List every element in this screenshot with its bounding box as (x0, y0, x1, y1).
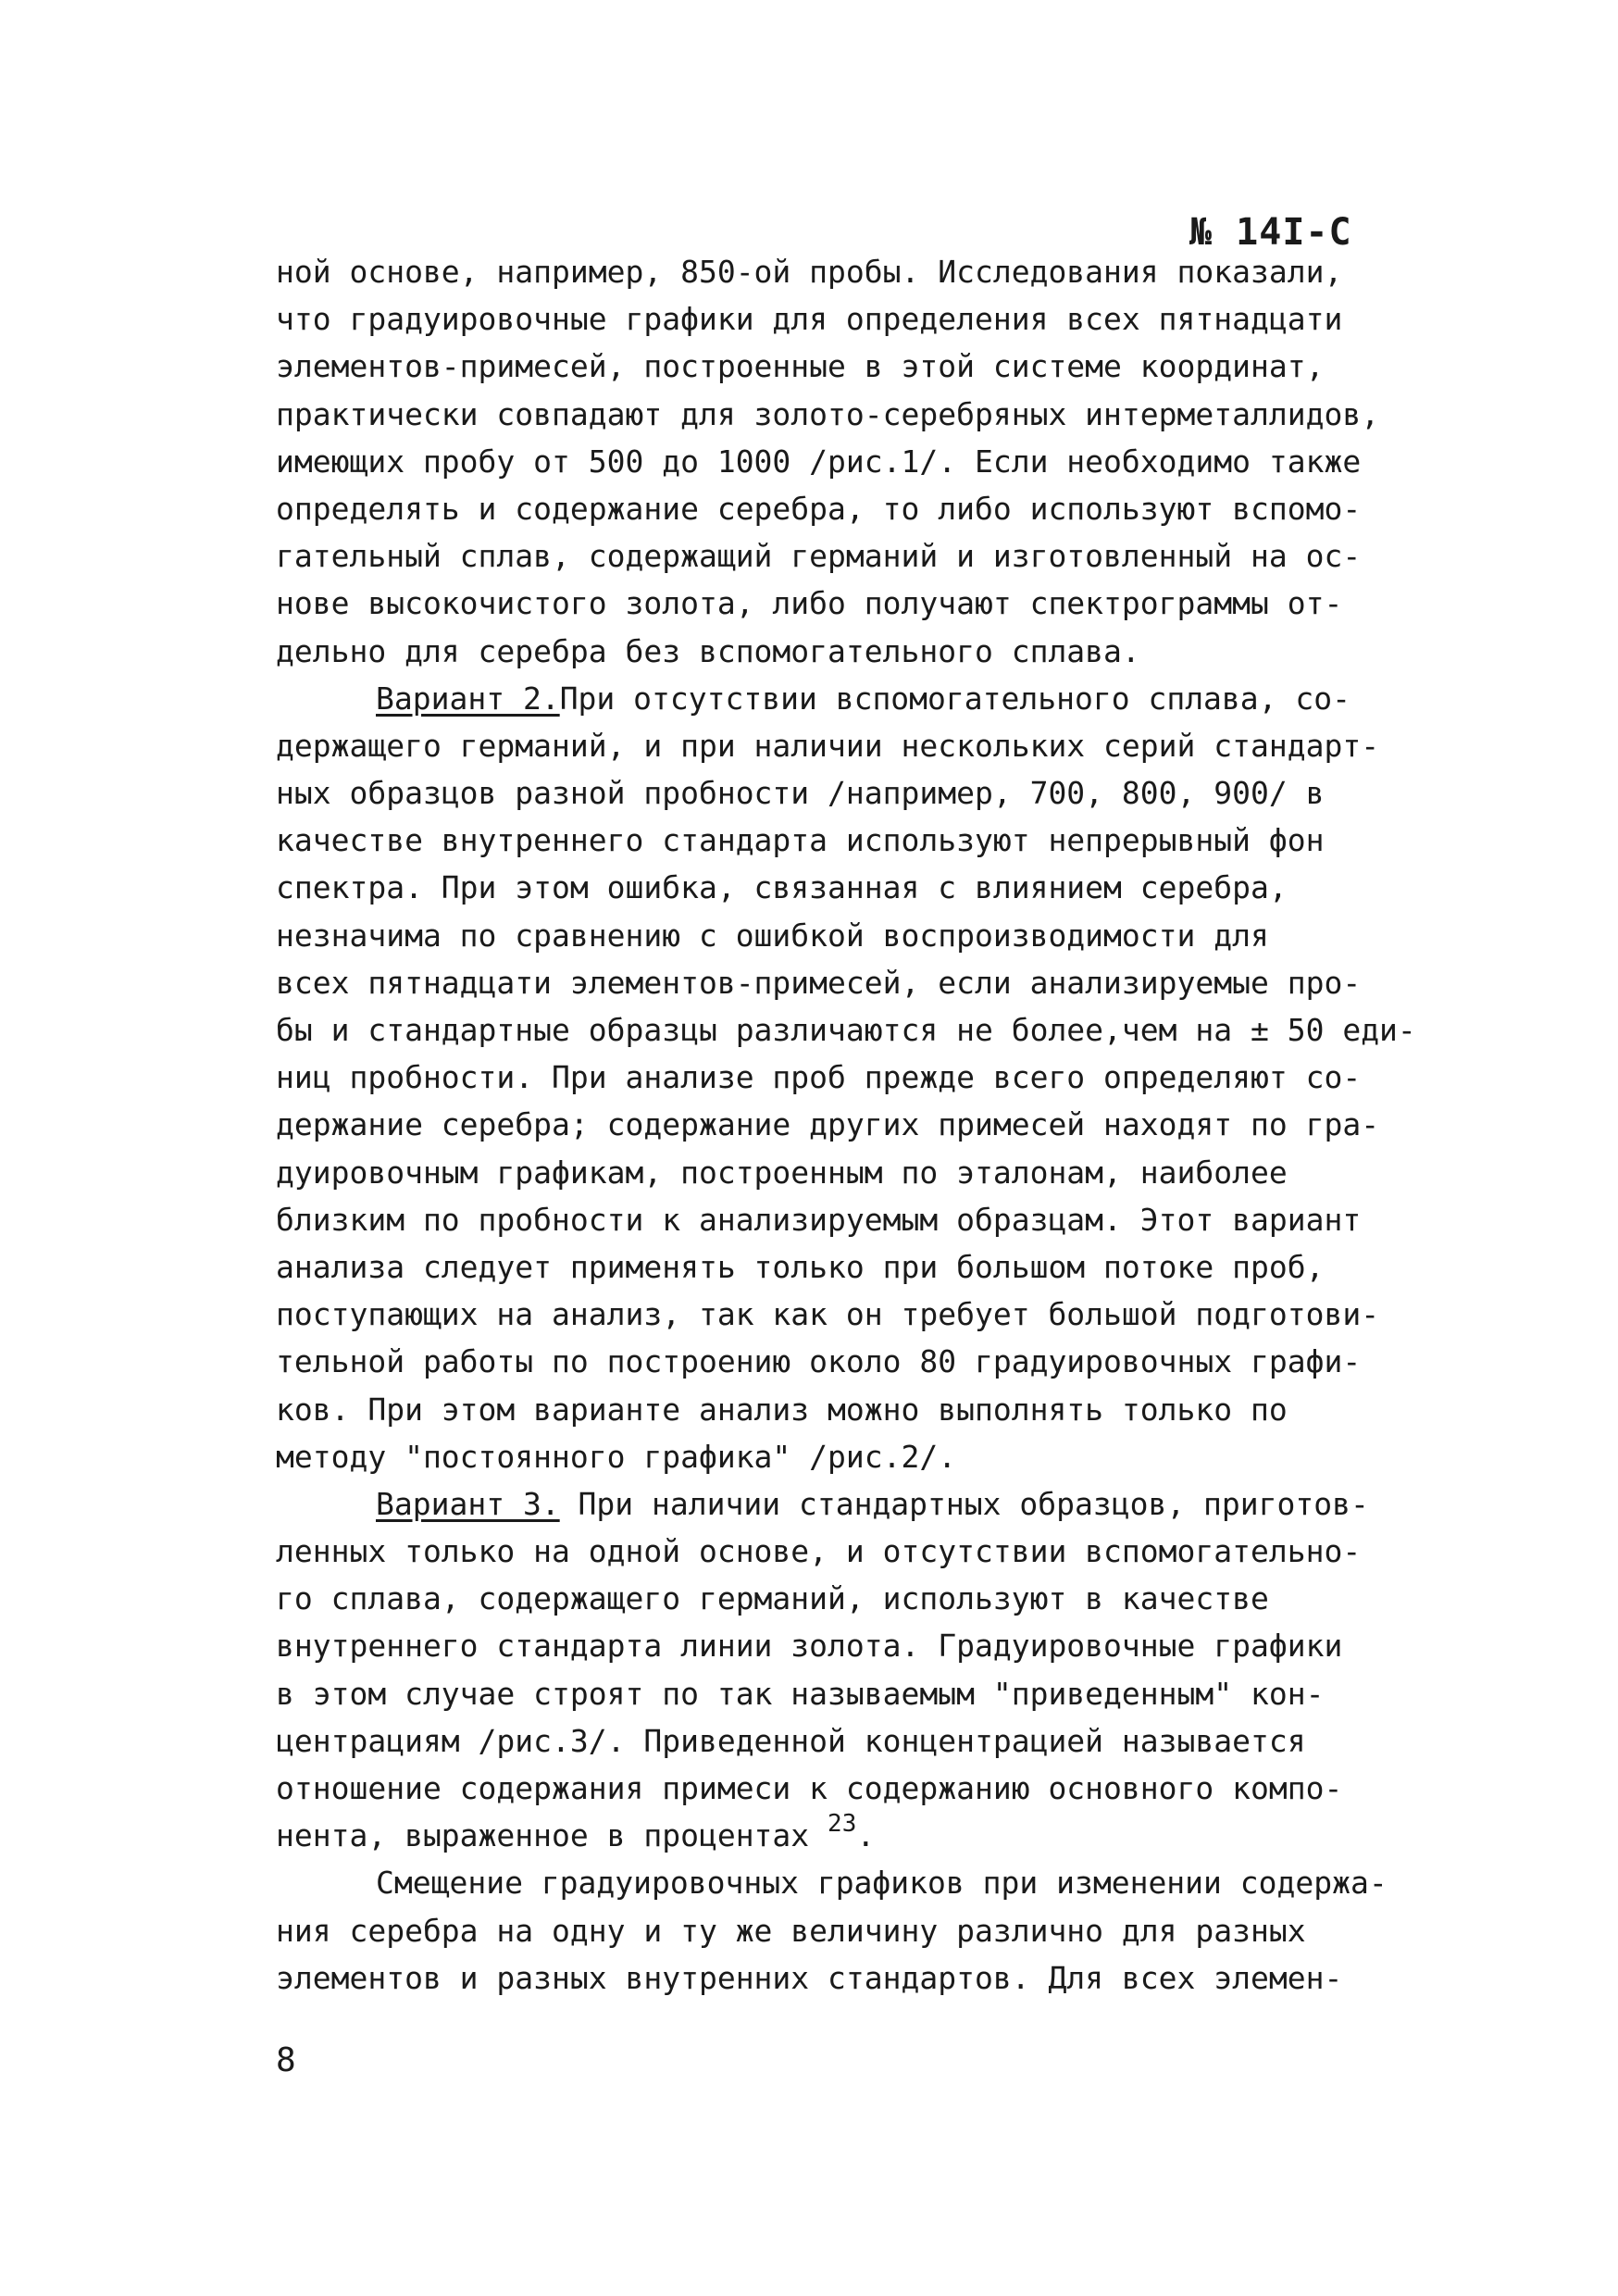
text-line: дуировочным графикам, построенным по эталонам, наиболее (276, 1154, 1288, 1191)
text-line: ленных только на одной основе, и отсутствии вспомогательно- (276, 1533, 1362, 1570)
text-line: бы и стандартные образцы различаются не более,чем на ± 50 еди- (276, 1012, 1416, 1048)
variant2-first-text: При отсутствии вспомогательного сплава, со- (559, 680, 1350, 717)
text-line: близким по пробности к анализируемым образцам. Этот вариант (276, 1201, 1362, 1238)
text-line: держание серебра; содержание других примесей находят по гра- (276, 1106, 1380, 1143)
text-line: ных образцов разной пробности /например, 700, 800, 900/ в (276, 775, 1325, 812)
text-line: центрациям /рис.3/. Приведенной концентрацией называется (276, 1722, 1306, 1759)
text-line: в этом случае строят по так называемым "приведенным" кон- (276, 1675, 1325, 1712)
document-number: № 14I-С (1189, 211, 1352, 254)
text-line: элементов-примесей, построенные в этой системе координат, (276, 348, 1325, 385)
text-line: держащего германий, и при наличии нескольких серий стандарт- (276, 727, 1380, 764)
text-line: ниц пробности. При анализе проб прежде всего определяют со- (276, 1059, 1362, 1096)
text-line: элементов и разных внутренних стандартов. Для всех элемен- (276, 1959, 1343, 1996)
text-line: ной основе, например, 850-ой пробы. Исследования показали, (276, 254, 1343, 290)
text-line: имеющих пробу от 500 до 1000 /рис.1/. Если необходимо также (276, 443, 1362, 480)
text-line: поступающих на анализ, так как он требует большой подготови- (276, 1296, 1380, 1333)
text-line: ков. При этом варианте анализ можно выполнять только по (276, 1391, 1288, 1428)
variant3-first-text: При наличии стандартных образцов, приготов- (559, 1485, 1369, 1522)
footnote-reference: 23 (828, 1810, 857, 1839)
text-line: качестве внутреннего стандарта используют непрерывный фон (276, 822, 1325, 859)
variant3-first-line (276, 1480, 1461, 1528)
text-line: методу "постоянного графика" /рис.2/. (276, 1438, 957, 1475)
body-text (276, 248, 1461, 2002)
text-line: что градуировочные графики для определения всех пятнадцати (276, 301, 1343, 338)
text-line: гательный сплав, содержащий германий и изготовленный на ос- (276, 538, 1362, 575)
text-line: определять и содержание серебра, то либо используют вспомо- (276, 490, 1362, 527)
text-line: незначима по сравнению с ошибкой воспроизводимости для (276, 917, 1269, 954)
text-line: тельной работы по построению около 80 градуировочных графи- (276, 1343, 1362, 1380)
paragraph4-first-line: Смещение градуировочных графиков при изменении содержа- (376, 1865, 1388, 1902)
text-line: практически совпадают для золото-серебряных интерметаллидов, (276, 395, 1380, 432)
variant3-last-text: нента, выраженное в процентах (276, 1817, 810, 1854)
page-number: 8 (276, 2041, 296, 2079)
text-line: дельно для серебра без вспомогательного сплава. (276, 632, 1140, 669)
variant2-label: Вариант 2. (376, 680, 560, 717)
text-line: го сплава, содержащего германий, используют в качестве (276, 1580, 1269, 1617)
text-line: отношение содержания примеси к содержанию основного компо- (276, 1770, 1343, 1806)
text-line: анализа следует применять только при большом потоке проб, (276, 1248, 1325, 1285)
text-line: спектра. При этом ошибка, связанная с влиянием серебра, (276, 869, 1288, 906)
text-line: внутреннего стандарта линии золота. Градуировочные графики (276, 1628, 1343, 1665)
variant3-last-line (276, 1812, 1461, 1859)
text-line: всех пятнадцати элементов-примесей, если анализируемые про- (276, 964, 1362, 1001)
variant3-last-end: . (856, 1817, 876, 1854)
text-line: нове высокочистого золота, либо получают спектрограммы от- (276, 585, 1343, 622)
text-line: ния серебра на одну и ту же величину различно для разных (276, 1912, 1306, 1949)
variant3-label: Вариант 3. (376, 1485, 560, 1522)
variant2-first-line (276, 675, 1461, 722)
